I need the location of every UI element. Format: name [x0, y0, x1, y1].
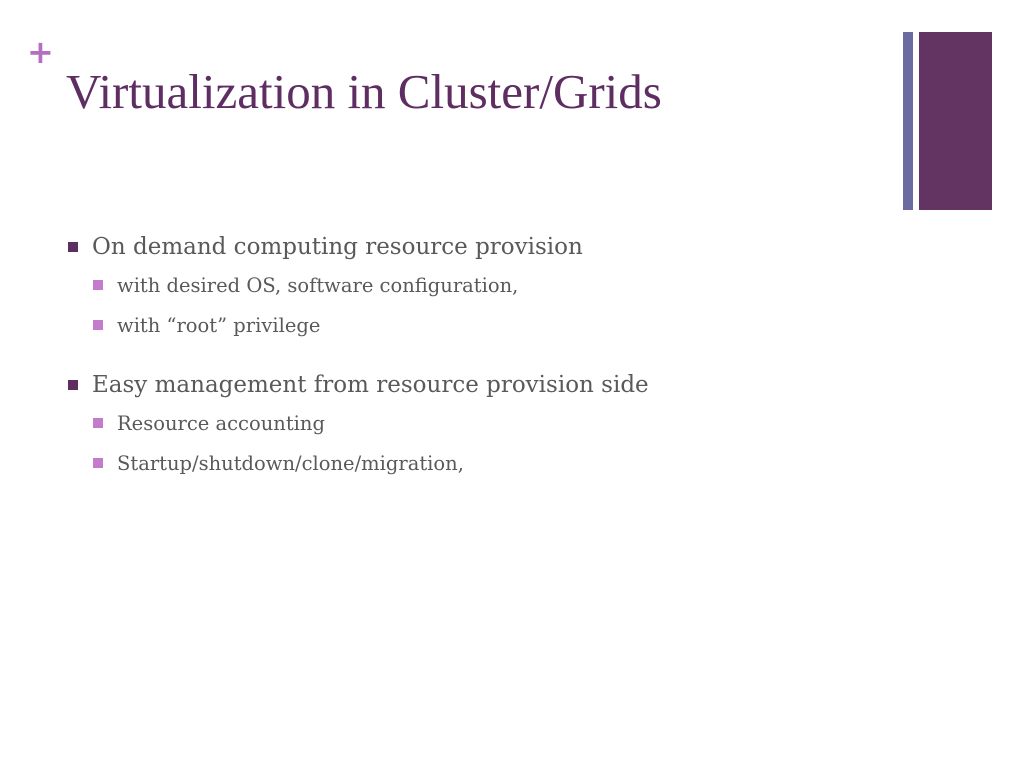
slide-title: Virtualization in Cluster/Grids — [66, 64, 662, 119]
sub-bullet-item — [93, 265, 888, 305]
bullet-item — [68, 229, 888, 265]
sub-bullet-list — [93, 403, 888, 483]
sub-bullet-text: Startup/shutdown/clone/migration, — [117, 451, 464, 475]
accent-bar-thin — [903, 32, 913, 210]
sub-bullet-item — [93, 443, 888, 483]
square-bullet-icon — [68, 380, 78, 390]
accent-bar-block — [919, 32, 992, 210]
sub-bullet-text: with desired OS, software configuration, — [117, 273, 519, 297]
small-square-bullet-icon — [93, 418, 103, 428]
bullet-item — [68, 367, 888, 403]
sub-bullet-item — [93, 403, 888, 443]
square-bullet-icon — [68, 242, 78, 252]
sub-bullet-list — [93, 265, 888, 345]
bullet-text: On demand computing resource provision — [92, 234, 583, 260]
bullet-text: Easy management from resource provision side — [92, 372, 649, 398]
sub-bullet-item — [93, 305, 888, 345]
small-square-bullet-icon — [93, 320, 103, 330]
sub-bullet-text: with “root” privilege — [117, 313, 321, 337]
small-square-bullet-icon — [93, 280, 103, 290]
sub-bullet-text: Resource accounting — [117, 411, 325, 435]
plus-icon: + — [27, 33, 54, 71]
slide-content — [68, 229, 888, 483]
small-square-bullet-icon — [93, 458, 103, 468]
